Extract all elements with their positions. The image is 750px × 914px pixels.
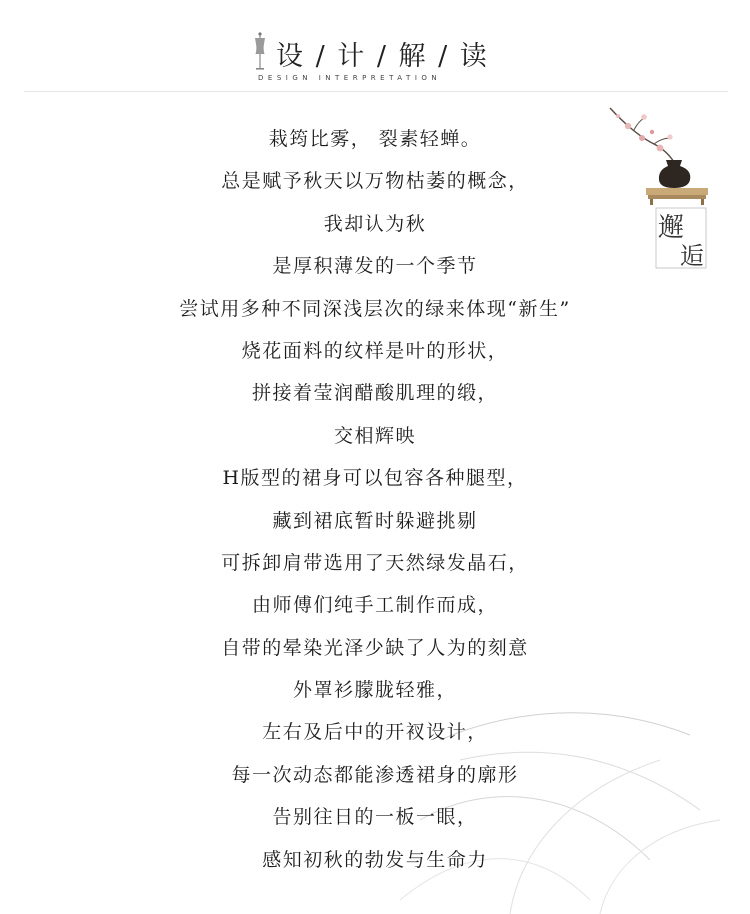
text-line: 是厚积薄发的一个季节: [272, 255, 478, 278]
page-title: 设 / 计 / 解 / 读: [276, 41, 489, 72]
text-line: 栽筠比雾， 裂素轻蝉。: [268, 128, 482, 150]
text-line: 告别往日的一板一眼，: [272, 806, 478, 829]
text-line: 拼接着莹润醋酸肌理的缎，: [251, 382, 498, 405]
seal-char-2: 逅: [680, 242, 704, 270]
design-interpretation-text: [0, 118, 750, 881]
text-line: 尝试用多种不同深浅层次的绿来体现“新生”: [179, 297, 571, 320]
text-line: 由师傅们纯手工制作而成，: [251, 594, 498, 617]
text-line: 藏到裙底暂时躲避挑剔: [272, 509, 478, 532]
text-line: 外罩衫朦胧轻雅，: [292, 679, 457, 702]
text-line: 每一次动态都能渗透裙身的廓形: [231, 763, 519, 786]
text-line: 交相辉映: [333, 424, 416, 447]
text-line: 自带的晕染光泽少缺了人为的刻意: [221, 636, 529, 659]
text-line: H版型的裙身可以包容各种腿型，: [222, 467, 528, 490]
text-line: 烧花面料的纹样是叶的形状，: [241, 339, 509, 362]
header-divider: [24, 91, 728, 92]
text-line: 感知初秋的勃发与生命力: [262, 848, 488, 871]
text-line: 左右及后中的开衩设计，: [262, 721, 488, 744]
seal-char-1: 邂: [658, 213, 685, 243]
text-line: 可拆卸肩带选用了天然绿发晶石，: [221, 551, 529, 574]
text-line: 我却认为秋: [323, 212, 427, 235]
text-line: 总是赋予秋天以万物枯萎的概念，: [221, 170, 529, 193]
page-subtitle: DESIGN INTERPRETATION: [258, 74, 442, 82]
mannequin-icon: [253, 32, 267, 72]
section-header: [0, 0, 750, 92]
